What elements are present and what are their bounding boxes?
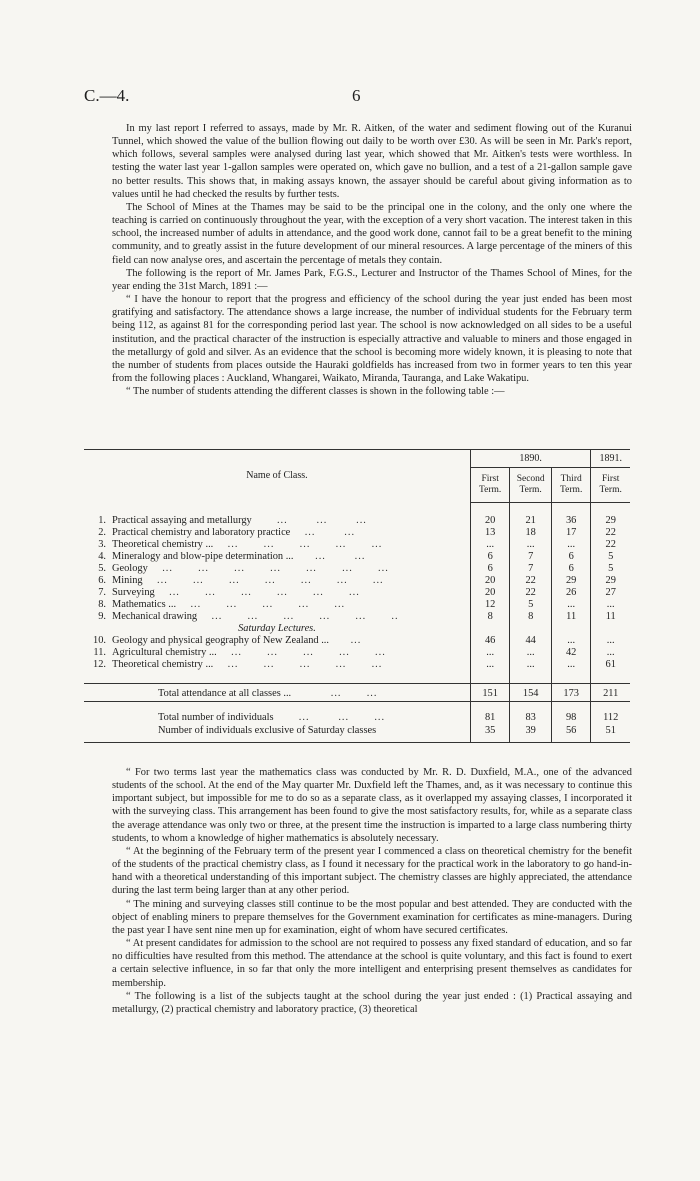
table-cell: 35 — [470, 725, 509, 743]
total-individuals-label: Total number of individuals — [158, 711, 274, 723]
table-cell: 112 — [591, 701, 630, 725]
row-number: 5. — [98, 562, 106, 574]
row-number: 2. — [98, 526, 106, 538]
year-1890-header: 1890. — [470, 450, 590, 468]
table-cell: 98 — [551, 701, 590, 725]
table-cell: 26 — [551, 587, 590, 599]
table-cell: 8 — [510, 611, 552, 623]
row-number: 3. — [98, 538, 106, 550]
table-cell: 6 — [470, 563, 509, 575]
class-name: Theoretical chemistry ... — [112, 658, 214, 670]
class-name: Mining — [112, 574, 143, 586]
table-row: 3. Theoretical chemistry ... ... ... ... ... ... ... ... ... 22 — [84, 539, 630, 551]
paragraph: “ The following is a list of the subjects taught at the school during the year just ended : (1) Practical assaying and metallurgy, (2) practical chemistry and laboratory practice, (3) theoretical — [112, 990, 632, 1015]
class-name: Surveying — [112, 586, 155, 598]
table-cell: 42 — [551, 647, 590, 659]
paragraph: “ For two terms last year the mathematics class was conducted by Mr. R. D. Duxfield, M.A., one of the advanced students of the school. At the end of the May quarter Mr. Duxfield left the Thames, and, as it was necessary to continue this important subject, but impossible for me to do so as a separate class, as it overlapped my assaying classes, I incorporated it with the surveying class. This arrangement has been found to give the most satisfactory results, for, while as a separate class the average attendance was only two or three, at the present time the instruction is imparted to a large class numbering thirty students, to whom a knowledge of higher mathematics is absolutely necessary. — [112, 767, 632, 844]
table-cell: 44 — [510, 635, 552, 647]
row-number: 4. — [98, 550, 106, 562]
table-row: 6. Mining ... ... ... ... ... ... ... 20 22 29 29 — [84, 575, 630, 587]
table-cell: ... — [591, 635, 630, 647]
table-cell: 18 — [510, 527, 552, 539]
exclusive-saturday-row — [84, 725, 630, 743]
table-cell: ... — [470, 647, 509, 659]
class-name: Practical chemistry and laboratory practice — [112, 526, 291, 538]
row-number: 8. — [98, 598, 106, 610]
table-cell: 12 — [470, 599, 509, 611]
table-cell: ... — [551, 539, 590, 551]
term-header: First Term. — [591, 468, 630, 503]
table-cell: 20 — [470, 587, 509, 599]
body-text-bottom — [112, 766, 632, 1016]
table-cell: ... — [470, 539, 509, 551]
table-cell: 22 — [591, 527, 630, 539]
table-row: 8. Mathematics ... ... ... ... ... ... 12 5 ... ... — [84, 599, 630, 611]
table-cell: 6 — [551, 551, 590, 563]
exclusive-saturday-label: Number of individuals exclusive of Saturday classes — [158, 724, 377, 736]
table-cell: ... — [551, 659, 590, 671]
table-cell: 20 — [470, 575, 509, 587]
row-number: 10. — [93, 634, 106, 646]
class-name: Practical assaying and metallurgy — [112, 514, 252, 526]
paragraph: “ The mining and surveying classes still continue to be the most popular and best attended. They are conducted with the object of enabling miners to prepare themselves for the Government examination for certificates as mine-managers. During the past year I have sent nine men up for examination, eight of whom have secured certificates. — [112, 898, 632, 936]
table-cell: 36 — [551, 515, 590, 527]
table-cell: ... — [510, 659, 552, 671]
table-cell: 46 — [470, 635, 509, 647]
total-attendance-row: Total attendance at all classes ... ... ... 151 154 173 211 — [84, 683, 630, 701]
document-reference: C.—4. — [84, 86, 130, 105]
table-row: 4. Mineralogy and blow-pipe determination ... ... ... 6 7 6 5 — [84, 551, 630, 563]
table-cell: ... — [591, 647, 630, 659]
table-cell: 151 — [470, 683, 509, 701]
table-cell: 22 — [591, 539, 630, 551]
table-row: 11. Agricultural chemistry ... ... ... ... ... ... ... ... 42 ... — [84, 647, 630, 659]
body-text-top — [112, 122, 632, 398]
paragraph: The following is the report of Mr. James Park, F.G.S., Lecturer and Instructor of the Thames School of Mines, for the year ending the 31st March, 1891 :— — [112, 267, 632, 292]
class-name: Mathematics ... — [112, 598, 177, 610]
name-of-class-header: Name of Class. — [84, 450, 470, 503]
total-attendance-label: Total attendance at all classes ... — [158, 687, 292, 699]
class-name: Mechanical drawing — [112, 610, 198, 622]
table-cell: 11 — [551, 611, 590, 623]
table-cell: 61 — [591, 659, 630, 671]
table-cell: 22 — [510, 575, 552, 587]
row-number: 7. — [98, 586, 106, 598]
table-cell: 29 — [551, 575, 590, 587]
table-cell: 8 — [470, 611, 509, 623]
table-row: 2. Practical chemistry and laboratory practice ... ... 13 18 17 22 — [84, 527, 630, 539]
table-cell: 173 — [551, 683, 590, 701]
table-cell: 22 — [510, 587, 552, 599]
table-cell: 29 — [591, 515, 630, 527]
paragraph: “ I have the honour to report that the progress and efficiency of the school during the year just ended has been most gratifying and satisfactory. The attendance shows a large increase, the number of individual students for the February term being 112, as against 81 for the corresponding period last year. The school is now acknowledged on all sides to be a useful institution, and the practical character of the instruction is especially attractive and valuable to miners and those engaged in the metallurgy of gold and silver. As an evidence that the school is becoming more widely known, it is pleasing to note that the number of students from places outside the Hauraki goldfields has increased from two in former years to ten this year from the following places : Auckland, Whangarei, Waikato, Miranda, Tauranga, and Lake Wakatipu. — [112, 294, 632, 384]
class-name: Mineralogy and blow-pipe determination ... — [112, 550, 294, 562]
page-number: 6 — [352, 86, 361, 105]
table-cell: 5 — [510, 599, 552, 611]
table-cell: 154 — [510, 683, 552, 701]
table-row: 12. Theoretical chemistry ... ... ... ... ... ... ... ... ... 61 — [84, 659, 630, 671]
row-number: 9. — [98, 610, 106, 622]
table-cell: 5 — [591, 563, 630, 575]
table-cell: 11 — [591, 611, 630, 623]
row-number: 11. — [93, 646, 106, 658]
saturday-lectures-heading: Saturday Lectures. — [238, 622, 316, 634]
class-name: Theoretical chemistry ... — [112, 538, 214, 550]
paragraph: “ At the beginning of the February term of the present year I commenced a class on theoretical chemistry for the benefit of the students of the practical chemistry class, as I found it necessary for the practical work in the laboratory to go hand-in-hand with a theoretical understanding of this important subject. The chemistry classes are highly appreciated, the attendance during the last term being larger than at any other period. — [112, 845, 632, 897]
total-individuals-row: Total number of individuals ... ... ... 81 83 98 112 — [84, 701, 630, 725]
row-number: 1. — [98, 514, 106, 526]
table-cell: 39 — [510, 725, 552, 743]
paragraph: “ The number of students attending the different classes is shown in the following table :— — [126, 386, 505, 398]
term-header: First Term. — [470, 468, 509, 503]
row-number: 12. — [93, 658, 106, 670]
table-cell: 20 — [470, 515, 509, 527]
table-cell: 13 — [470, 527, 509, 539]
table-row: 1. Practical assaying and metallurgy ... ... ... 20 21 36 29 — [84, 515, 630, 527]
table-header-row — [84, 450, 630, 468]
class-name: Geology and physical geography of New Zealand ... — [112, 634, 329, 646]
table-cell: 27 — [591, 587, 630, 599]
table-cell: 7 — [510, 551, 552, 563]
table-cell: ... — [510, 647, 552, 659]
table-cell: 6 — [551, 563, 590, 575]
paragraph: The School of Mines at the Thames may be said to be the principal one in the colony, and the only one where the teaching is carried on continuously throughout the year, with the exception of a very short vacation. The interest taken in this school, the increased number of adults in attendance, and the good work done, cannot fail to be a great benefit to the mining community, and to greatly assist in the future development of our mineral resources. A large percentage of the miners of this field can now analyse ores, and ascertain the percentage of metals they contain. — [112, 201, 632, 266]
table-row: 9. Mechanical drawing ... ... ... ... ... .. 8 8 11 11 — [84, 611, 630, 623]
table-cell: 56 — [551, 725, 590, 743]
saturday-heading-row — [84, 623, 630, 635]
table-cell: 17 — [551, 527, 590, 539]
table-row: 5. Geology ... ... ... ... ... ... ... 6 7 6 5 — [84, 563, 630, 575]
table-cell: 211 — [591, 683, 630, 701]
table-cell: 6 — [470, 551, 509, 563]
table-row: 10. Geology and physical geography of New Zealand ... ... 46 44 ... ... — [84, 635, 630, 647]
row-number: 6. — [98, 574, 106, 586]
table-row: 7. Surveying ... ... ... ... ... ... 20 22 26 27 — [84, 587, 630, 599]
table-cell: ... — [591, 599, 630, 611]
table-cell: ... — [470, 659, 509, 671]
table-cell: 5 — [591, 551, 630, 563]
table-cell: 51 — [591, 725, 630, 743]
table-cell: ... — [551, 635, 590, 647]
year-1891-header: 1891. — [591, 450, 630, 468]
table-cell: 7 — [510, 563, 552, 575]
table-cell: ... — [551, 599, 590, 611]
table-cell: ... — [510, 539, 552, 551]
class-name: Geology — [112, 562, 148, 574]
class-attendance-table — [84, 449, 630, 743]
table-cell: 29 — [591, 575, 630, 587]
term-header: Second Term. — [510, 468, 552, 503]
class-name: Agricultural chemistry ... — [112, 646, 217, 658]
table-cell: 83 — [510, 701, 552, 725]
term-header: Third Term. — [551, 468, 590, 503]
table-cell: 81 — [470, 701, 509, 725]
paragraph: In my last report I referred to assays, made by Mr. R. Aitken, of the water and sediment flowing out of the Kuranui Tunnel, which showed the value of the bullion flowing out daily to be worth over £30. As will be seen in Mr. Park's report, which follows, several samples were analysed during last year, which showed that Mr. Aitken's tests were worthless. In testing the water last year 1-gallon samples were operated on, which gave no bullion, and a test of a 21-gallon sample gave no better results. This shows that, in making assays known, the assayer should be careful about giving information as to values until he had checked the results by further tests. — [112, 123, 632, 200]
paragraph: “ At present candidates for admission to the school are not required to possess any fixed standard of education, and so far no difficulties have resulted from this method. The attendance at the school is quite voluntary, and this fact is found to exert a certain selective influence, in so far that only the more intelligent and enterprising present themselves as candidates for membership. — [112, 938, 632, 989]
table-cell: 21 — [510, 515, 552, 527]
